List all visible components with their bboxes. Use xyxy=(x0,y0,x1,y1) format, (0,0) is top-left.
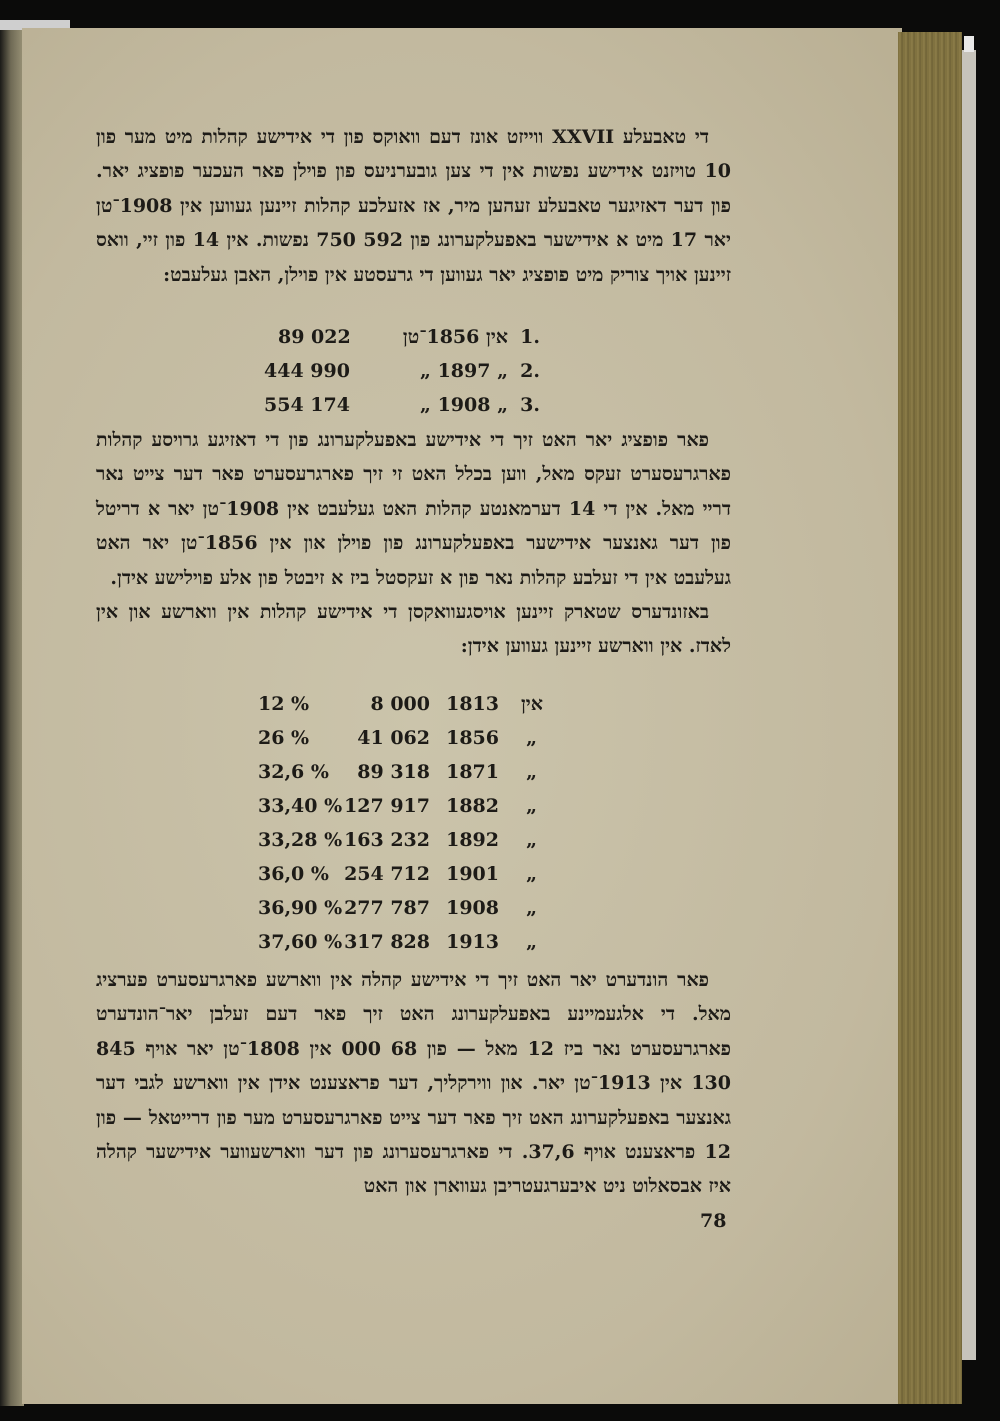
list-value: 554 174 xyxy=(264,394,350,416)
row-year: 1813 xyxy=(446,693,499,715)
page-number: 78 xyxy=(700,1210,727,1232)
list-value: 89 022 xyxy=(278,326,351,348)
list-year: אין 1856־טן xyxy=(402,326,508,348)
warsaw-population-table xyxy=(258,693,543,965)
row-prefix: „ xyxy=(526,795,537,817)
row-count: 8 000 xyxy=(370,693,430,715)
row-prefix: „ xyxy=(526,863,537,885)
row-year: 1871 xyxy=(446,761,499,783)
table-row xyxy=(258,693,543,727)
paragraph-1: די טאבעלע XXVII ווייזט אונז דעם וואוקס פון די אידישע קהלות מיט מער פון 10 טויזנט אידישע נפשות אין די צען גובערניעס פון פוילן פאר העכער פופציג יאר. פון דער דאזיגער טאבעלע זעהען מיר, אז אזעלכע קהלות זיינען געווען אין 1908־טן יאר 17 מיט א אידישער באפעלקערונג פון 592 750 נפשות. אין 14 פון זיי, וואס זיינען אויך צוריק מיט פופציג יאר געווען די גרעסטע אין פוילן, האבן געלעבט: xyxy=(96,126,731,286)
row-percent: 12 % xyxy=(258,693,310,715)
row-percent: 36,90 % xyxy=(258,897,343,919)
row-percent: 32,6 % xyxy=(258,761,329,783)
paragraph-2: פאר פופציג יאר האט זיך די אידישע באפעלקערונג פון די דאזיגע גרויסע קהלות פארגרעסערט זעקס מאל, ווען בכלל האט זי זיך פארגרעסערט פאר דער צייט נאר דריי מאל. אין די 14 דערמאנטע קהלות האט געלעבט אין 1908־טן יאר א דריטל פון דער גאנצער אידישער באפעלקערונג פון פוילן און אין 1856־טן יאר האט געלעבט אין די זעלבע קהלות נאר פון א זעקסטל ביז א זיבטל פון אלע פוילישע אידן. xyxy=(96,429,732,589)
table-row xyxy=(258,897,543,931)
page-stack-edges xyxy=(898,32,962,1404)
list-number: 3. xyxy=(520,394,540,416)
row-percent: 36,0 % xyxy=(258,863,329,885)
row-count: 163 232 xyxy=(344,829,430,851)
body-text-top xyxy=(96,120,731,292)
body-text-middle xyxy=(96,423,731,664)
row-year: 1908 xyxy=(446,897,499,919)
row-prefix: „ xyxy=(526,761,537,783)
row-prefix: „ xyxy=(526,727,537,749)
population-list xyxy=(260,326,540,428)
scan-corner-tab xyxy=(964,36,974,52)
row-count: 89 318 xyxy=(357,761,430,783)
row-percent: 33,40 % xyxy=(258,795,343,817)
list-value: 444 990 xyxy=(264,360,350,382)
left-book-edge xyxy=(0,26,24,1406)
list-item xyxy=(260,326,540,360)
list-year: „ 1897 „ xyxy=(420,360,508,382)
table-row xyxy=(258,829,543,863)
row-count: 254 712 xyxy=(344,863,430,885)
list-number: 1. xyxy=(520,326,540,348)
row-prefix: „ xyxy=(526,931,537,953)
row-percent: 37,60 % xyxy=(258,931,343,953)
list-year: „ 1908 „ xyxy=(420,394,508,416)
table-row xyxy=(258,761,543,795)
row-year: 1892 xyxy=(446,829,499,851)
table-row xyxy=(258,863,543,897)
table-row xyxy=(258,727,543,761)
row-year: 1913 xyxy=(446,931,499,953)
row-prefix: „ xyxy=(526,829,537,851)
paragraph-3: באזונדערס שטארק זיינען אויסגעוואקסן די אידישע קהלות אין ווארשע און אין לאדז. אין ווארשע זיינען געווען אידן: xyxy=(96,601,731,658)
row-percent: 33,28 % xyxy=(258,829,343,851)
row-prefix: אין xyxy=(520,693,543,715)
row-year: 1856 xyxy=(446,727,499,749)
table-row xyxy=(258,931,543,965)
row-count: 41 062 xyxy=(357,727,430,749)
list-number: 2. xyxy=(520,360,540,382)
row-percent: 26 % xyxy=(258,727,310,749)
paragraph-4: פאר הונדערט יאר האט זיך די אידישע קהלה אין ווארשע פארגרעסערט פערציג מאל. די אלגעמיינע באפעלקערונג האט זיך פאר דעם זעלבן יאר־הונדערט פארגרעסערט נאר ביז 12 מאל — פון 68 000 אין 1808־טן יאר אויף 845 130 אין 1913־טן יאר. און ווירקליך, דער פראצענט אידן אין ווארשע לגבי דער גאנצער באפעלקערונג האט זיך פאר דער צייט פארגרעסערט מער פון דרייטאל — פון 12 פראצענט אויף 37,6. די פארגרעסערונג פון דער ווארשעווער אידישער קהלה איז אבסאלוט ניט איבערגעטריבן געווארן און האט xyxy=(96,969,731,1198)
body-text-bottom xyxy=(96,963,731,1204)
book-cover-edge xyxy=(962,50,976,1360)
row-year: 1882 xyxy=(446,795,499,817)
row-prefix: „ xyxy=(526,897,537,919)
row-year: 1901 xyxy=(446,863,499,885)
row-count: 277 787 xyxy=(344,897,430,919)
row-count: 127 917 xyxy=(344,795,430,817)
list-item xyxy=(260,360,540,394)
row-count: 317 828 xyxy=(344,931,430,953)
table-row xyxy=(258,795,543,829)
